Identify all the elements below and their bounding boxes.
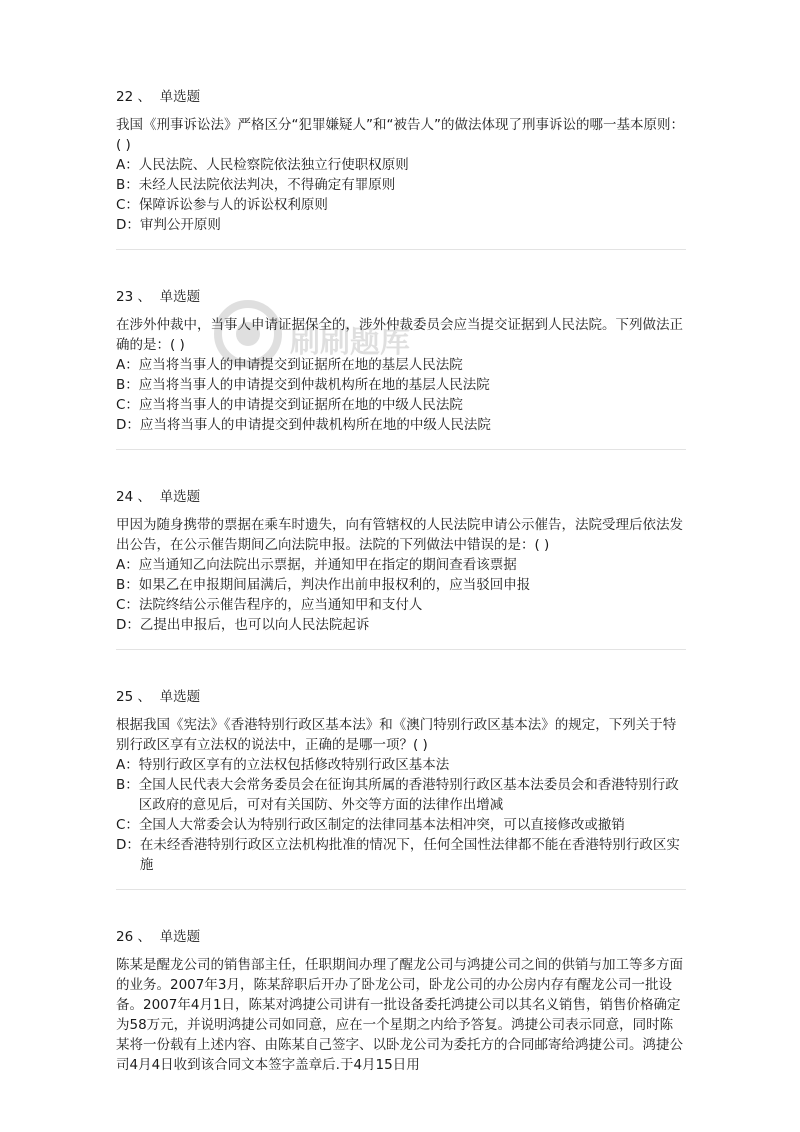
option-d	[116, 835, 686, 875]
question-stem: 甲因为随身携带的票据在乘车时遗失，向有管辖权的人民法院申请公示催告，法院受理后依法发出公告，在公示催告期间乙向法院申报。法院的下列做法中错误的是：( )	[116, 517, 683, 553]
question-26	[116, 927, 686, 1075]
option-c	[116, 595, 686, 615]
question-stem: 在涉外仲裁中，当事人申请证据保全的，涉外仲裁委员会应当提交证据到人民法院。下列做法正确的是：( )	[116, 317, 683, 353]
question-type: 单选题	[159, 489, 201, 505]
option-text: 审判公开原则	[139, 217, 221, 233]
question-stem: 根据我国《宪法》《香港特别行政区基本法》和《澳门特别行政区基本法》的规定，下列关于特别行政区享有立法权的说法中，正确的是哪一项？( )	[116, 717, 677, 753]
question-number: 24	[116, 489, 134, 505]
option-text: 未经人民法院依法判决，不得确定有罪原则	[138, 177, 396, 193]
option-b	[116, 175, 686, 195]
option-label: B：	[116, 777, 139, 793]
option-c	[116, 395, 686, 415]
option-b	[116, 775, 686, 815]
option-text: 在未经香港特别行政区立法机构批准的情况下，任何全国性法律都不能在香港特别行政区实施	[139, 837, 680, 873]
option-label: D：	[116, 417, 140, 433]
option-label: C：	[116, 397, 139, 413]
option-text: 应当将当事人的申请提交到仲裁机构所在地的中级人民法院	[139, 417, 491, 433]
question-separator: 、	[137, 289, 151, 305]
option-label: A：	[116, 357, 139, 373]
question-number: 26	[116, 929, 134, 945]
divider	[116, 889, 686, 890]
question-24	[116, 487, 686, 635]
question-22	[116, 87, 686, 235]
option-text: 乙提出申报后，也可以向人民法院起诉	[139, 617, 370, 633]
option-text: 应当将当事人的申请提交到证据所在地的中级人民法院	[138, 397, 463, 413]
option-text: 应当将当事人的申请提交到证据所在地的基层人民法院	[138, 357, 463, 373]
question-number: 22	[116, 89, 134, 105]
option-a	[116, 155, 686, 175]
option-label: C：	[116, 597, 139, 613]
option-text: 特别行政区享有的立法权包括修改特别行政区基本法	[138, 757, 450, 773]
option-label: D：	[116, 837, 140, 853]
divider	[116, 649, 686, 650]
watermark-text: 刷刷题库	[290, 325, 410, 360]
question-23	[116, 287, 686, 435]
question-type: 单选题	[159, 89, 201, 105]
question-header	[116, 487, 686, 507]
option-label: C：	[116, 817, 139, 833]
option-c	[116, 195, 686, 215]
option-c	[116, 815, 686, 835]
question-stem: 我国《刑事诉讼法》严格区分“犯罪嫌疑人”和“被告人”的做法体现了刑事诉讼的哪一基本原则：( )	[116, 117, 684, 153]
question-header	[116, 687, 686, 707]
question-separator: 、	[137, 929, 151, 945]
question-header	[116, 87, 686, 107]
question-number: 25	[116, 689, 134, 705]
option-label: A：	[116, 757, 139, 773]
option-a	[116, 355, 686, 375]
question-type: 单选题	[159, 689, 201, 705]
option-label: D：	[116, 217, 140, 233]
option-d	[116, 415, 686, 435]
question-stem: 陈某是醒龙公司的销售部主任，任职期间办理了醒龙公司与鸿捷公司之间的供销与加工等多方面的业务。2007年3月，陈某辞职后开办了卧龙公司，卧龙公司的办公房内存有醒龙公司一批设备。2007年4月1日，陈某对鸿捷公司讲有一批设备委托鸿捷公司以其名义销售，销售价格确定为58万元，并说明鸿捷公司如同意，应在一个星期之内给予答复。鸿捷公司表示同意，同时陈某将一份载有上述内容、由陈某自己签字、以卧龙公司为委托方的合同邮寄给鸿捷公司。鸿捷公司4月4日收到该合同文本签字盖章后.于4月15日用	[116, 957, 683, 1073]
option-label: A：	[116, 557, 139, 573]
question-type: 单选题	[159, 929, 201, 945]
option-label: B：	[116, 577, 139, 593]
question-separator: 、	[137, 89, 151, 105]
option-text: 应当通知乙向法院出示票据，并通知甲在指定的期间查看该票据	[138, 557, 517, 573]
option-b	[116, 575, 686, 595]
option-text: 如果乙在申报期间届满后，判决作出前申报权利的，应当驳回申报	[138, 577, 531, 593]
option-text: 保障诉讼参与人的诉讼权利原则	[138, 197, 328, 213]
option-a	[116, 755, 686, 775]
question-25	[116, 687, 686, 875]
option-text: 人民法院、人民检察院依法独立行使职权原则	[138, 157, 409, 173]
option-label: B：	[116, 177, 139, 193]
option-text: 应当将当事人的申请提交到仲裁机构所在地的基层人民法院	[138, 377, 490, 393]
option-d	[116, 215, 686, 235]
option-b	[116, 375, 686, 395]
divider	[116, 449, 686, 450]
option-text: 全国人大常委会认为特别行政区制定的法律同基本法相冲突，可以直接修改或撤销	[138, 817, 625, 833]
option-text: 全国人民代表大会常务委员会在征询其所属的香港特别行政区基本法委员会和香港特别行政区政府的意见后，可对有关国防、外交等方面的法律作出增减	[138, 777, 679, 813]
option-d	[116, 615, 686, 635]
question-number: 23	[116, 289, 134, 305]
question-header	[116, 287, 686, 307]
option-label: A：	[116, 157, 139, 173]
question-separator: 、	[137, 689, 151, 705]
option-a	[116, 555, 686, 575]
option-label: B：	[116, 377, 139, 393]
option-text: 法院终结公示催告程序的，应当通知甲和支付人	[138, 597, 423, 613]
question-separator: 、	[137, 489, 151, 505]
question-header	[116, 927, 686, 947]
question-type: 单选题	[159, 289, 201, 305]
divider	[116, 249, 686, 250]
option-label: C：	[116, 197, 139, 213]
option-label: D：	[116, 617, 140, 633]
